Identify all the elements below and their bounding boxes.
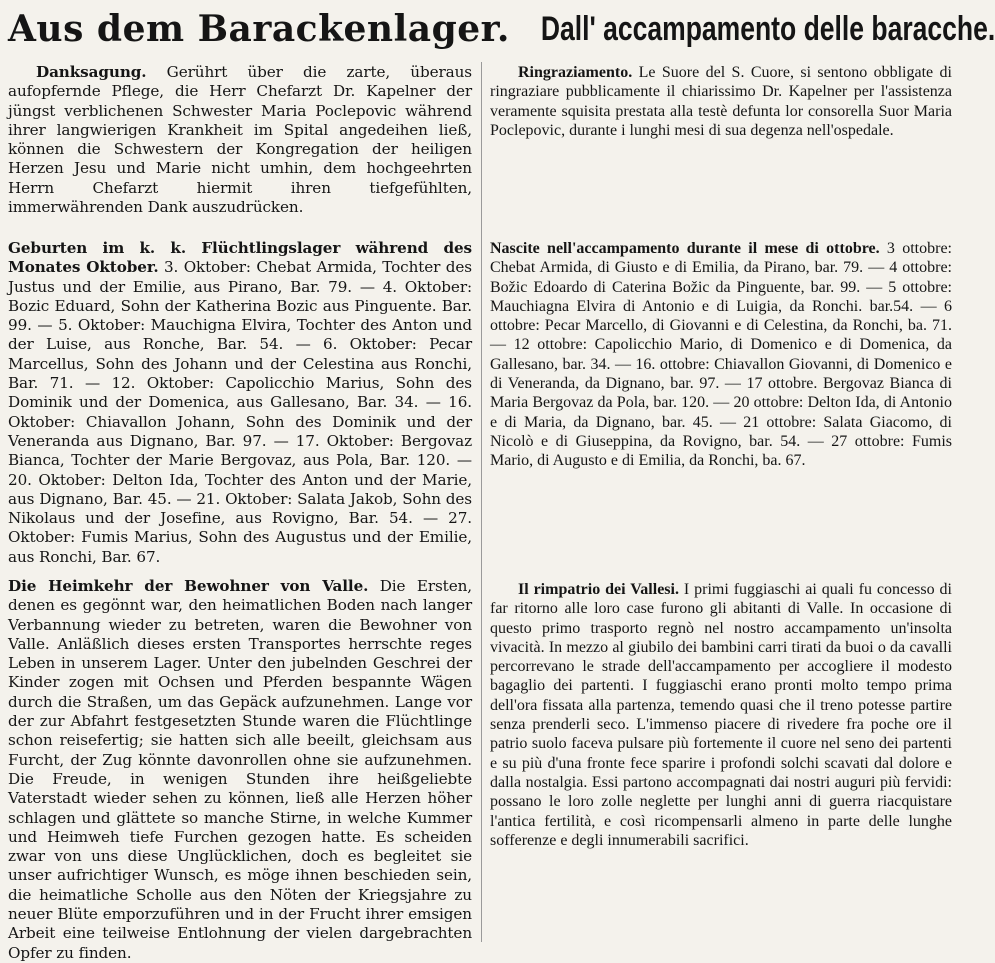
italian-births-paragraph xyxy=(490,239,952,471)
column-divider xyxy=(481,62,482,942)
italian-thanks-text: Le Suore del S. Cuore, si sentono obbligate di ringraziare pubblicamente il chiarissimo Dr. Kapelner per l'assistenza veramente squisita prestata alla testè defunta lor consorella Suor Maria Poclepovic, durante i lunghi mesi di sua degenza nell'ospedale. xyxy=(490,64,952,139)
italian-column xyxy=(490,0,995,849)
german-thanks-text: Gerührt über die zarte, überaus aufopfernde Pflege, die Herr Chefarzt Dr. Kapelner der jüngst verblichenen Schwester Maria Poclepovic während ihrer langwierigen Krankheit im Spital angedeihen ließ, können die Schwestern der Kongregation der heiligen Herzen Jesu und Marie nicht umhin, dem hochgeehrten Herrn Chefarzt hiermit ihren tiefgefühlten, immerwährenden Dank auszudrücken. xyxy=(8,63,472,217)
german-return-text: Die Ersten, denen es gegönnt war, den heimatlichen Boden nach langer Verbannung wieder zu betreten, waren die Bewohner von Valle. Anläßlich dieses ersten Transportes herrschte reges Leben in unserem Lager. Unter den jubelnden Geschrei der Kinder zogen mit Ochsen und Pferden bespannte Wägen durch die Straßen, um das Gepäck aufzunehmen. Lange vor der zur Abfahrt festgesetzten Stunde waren die Flüchtlinge schon reisefertig; sie hatten sich alle beeilt, gleichsam aus Furcht, der Zug könnte davonrollen ohne sie aufzunehmen. Die Freude, in wenigen Stunden ihre heißgeliebte Vaterstadt wieder sehen zu können, ließ alle Herzen höher schlagen und glättete so manche Stirne, in welche Kummer und Heimweh tiefe Furchen gezogen hatte. Es scheiden zwar von uns diese Unglücklichen, doch es begleitet sie unser aufrichtiger Wunsch, es möge ihnen beschieden sein, die heimatliche Scholle aus den Nöten der Kriegsjahre zu neuer Blüte emporzuführen und in der Frucht ihrer emsigen Arbeit eine teilweise Entlohnung der vielen dargebrachten Opfer zu finden. xyxy=(8,577,472,962)
german-thanks-paragraph xyxy=(8,63,472,217)
italian-return-lead: Il rimpatrio dei Vallesi. xyxy=(518,581,679,598)
italian-return-paragraph xyxy=(490,580,952,850)
german-heading: Aus dem Barackenlager. xyxy=(8,8,510,50)
german-births-text: 3. Oktober: Chebat Armida, Tochter des Justus und der Emilie, aus Pirano, Bar. 79. — 4. Oktober: Bozic Eduard, Sohn der Katherina Bozic aus Pinguente. Bar. 99. — 5. Oktober: Mauchigna Elvira, Tochter des Anton und der Luise, aus Ronche, Bar. 54. — 6. Oktober: Pecar Marcellus, Sohn des Johann und der Celestina aus Ronchi, Bar. 71. — 12. Oktober: Capolicchio Marius, Sohn des Dominik und der Domenica, aus Gallesano, Bar. 34. — 16. Oktober: Chiavallon Johann, Sohn des Dominik und der Veneranda aus Dignano, Bar. 97. — 17. Oktober: Bergovaz Bianca, Tochter der Marie Bergovaz, aus Pola, Bar. 120. — 20. Oktober: Delton Ida, Tochter des Anton und der Marie, aus Dignano, Bar. 45. — 21. Oktober: Salata Jakob, Sohn des Nikolaus und der Josefine, aus Rovigno, Bar. 54. — 27. Oktober: Fumis Marius, Sohn des Augustus und der Emilie, aus Ronchi, Bar. 67. xyxy=(8,258,472,566)
german-births-paragraph xyxy=(8,239,472,567)
german-column xyxy=(8,0,510,962)
italian-births-text: 3 ottobre: Chebat Armida, di Giusto e di Emilia, da Pirano, bar. 79. — 4 ottobre: Božic Edoardo di Caterina Božic da Pinguente, bar. 99. — 5 ottobre: Mauchiagna Elvira di Antonio e di Luigia, da Ronchi. bar.54. — 6 ottobre: Pecar Marcello, di Giovanni e di Celestina, da Ronchi, ba. 71. — 12 ottobre: Capolicchio Mario, di Domenico e di Domenica, da Gallesano, bar. 34. — 16. ottobre: Chiavallon Giovanni, di Domenico e di Veneranda, da Dignano, bar. 97. — 17 ottobre. Bergovaz Bianca di Maria Bergovaz da Pola, bar. 120. — 20 ottobre: Delton Ida, di Antonio e di Maria, da Dignano, bar. 45. — 21 ottobre: Salata Giacomo, di Nicolò e di Giuseppina, da Rovigno, bar. 54. — 27 ottobre: Fumis Mario, di Augusto e di Emilia, da Ronchi, ba. 67. xyxy=(490,240,952,470)
italian-births-lead: Nascite nell'accampamento durante il mese di ottobre. xyxy=(490,240,880,257)
german-thanks-lead: Danksagung. xyxy=(36,63,147,81)
italian-return-text: I primi fuggiaschi ai quali fu concesso di far ritorno alle loro case furono gli abitanti di Valle. In occasione di questo primo trasporto regnò nel nostro accampamento un'insolta vivacità. In mezzo al giubilo dei bambini carri tirati da buoi o da cavalli percorrevano le strade dell'accampamento per accogliere il modesto bagaglio dei partenti. I fuggiaschi erano pronti molto tempo prima dell'ora fissata alla partenza, temendo quasi che il treno potesse partire senza prenderli seco. L'immenso piacere di rivedere fra poche ore il patrio suolo faceva pulsare più fortemente il cuore nel seno dei partenti e su più d'una fronte fece sparire i profondi solchi scavati dal dolore e dalla nostalgia. Essi partono accompagnati dai nostri auguri più fervidi: possano le loro zolle neglette per lunghi anni di guerra riacquistare l'antica fertilità, e così ricompensarli almeno in parte delle lunghe sofferenze e degli innumerabili sacrifici. xyxy=(490,581,952,849)
german-return-paragraph xyxy=(8,577,472,963)
german-births-lead: Geburten im k. k. Flüchtlingslager während des Monates Oktober. xyxy=(8,239,472,277)
italian-thanks-lead: Ringraziamento. xyxy=(518,64,633,81)
german-return-lead: Die Heimkehr der Bewohner von Valle. xyxy=(8,577,369,595)
italian-thanks-paragraph xyxy=(490,63,952,140)
italian-heading: Dall' accampamento delle baracche. xyxy=(540,10,995,48)
